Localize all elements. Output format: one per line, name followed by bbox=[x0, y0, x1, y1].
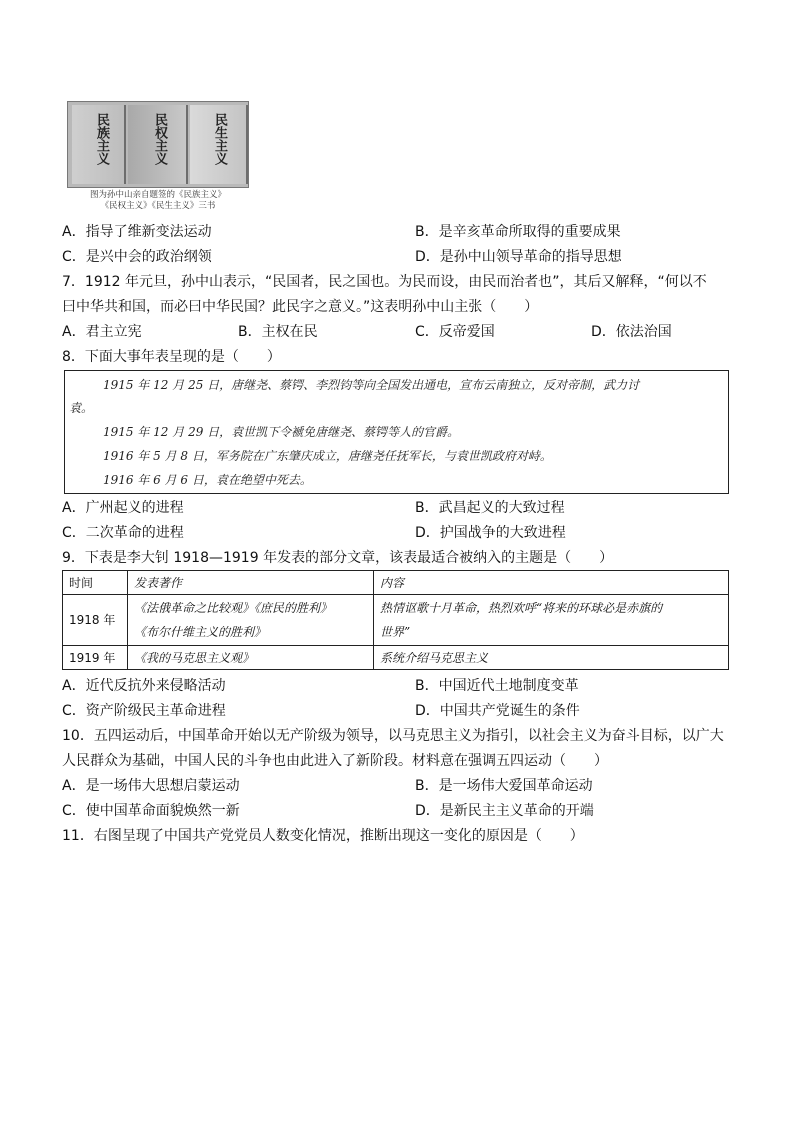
table-header-works: 发表著作 bbox=[128, 571, 374, 595]
table-cell-year: 1918 年 bbox=[63, 595, 128, 646]
photo-caption-line-1: 图为孙中山亲自题签的《民族主义》 bbox=[89, 190, 226, 200]
table-cell-works-line-2: 《布尔什维主义的胜利》 bbox=[134, 625, 267, 639]
q10-option-c: C．使中国革命面貌焕然一新 bbox=[62, 803, 240, 819]
book-photo-image bbox=[67, 101, 249, 188]
q6-option-c: C．是兴中会的政治纲领 bbox=[62, 249, 212, 265]
chronology-entry-4: 1916 年 6 月 6 日，袁在绝望中死去。 bbox=[103, 473, 312, 487]
q6-option-b: B．是辛亥革命所取得的重要成果 bbox=[415, 224, 621, 240]
q7-option-c: C．反帝爱国 bbox=[415, 324, 495, 340]
q10-option-a: A．是一场伟大思想启蒙运动 bbox=[62, 778, 240, 794]
q9-option-c: C．资产阶级民主革命进程 bbox=[62, 703, 226, 719]
q10-stem-line-2: 人民群众为基础，中国人民的斗争也由此进入了新阶段。材料意在强调五四运动（ ） bbox=[62, 753, 608, 769]
q6-option-a: A．指导了维新变法运动 bbox=[62, 224, 212, 240]
q11-stem: 11．右图呈现了中国共产党党员人数变化情况，推断出现这一变化的原因是（ ） bbox=[62, 828, 584, 844]
q7-stem-line-2: 曰中华共和国，而必曰中华民国？此民字之意义。”这表明孙中山主张（ ） bbox=[62, 299, 539, 315]
table-cell-content bbox=[374, 595, 729, 646]
q8-option-a: A．广州起义的进程 bbox=[62, 500, 184, 516]
li-dazhao-articles-table bbox=[62, 570, 729, 670]
q9-option-a: A．近代反抗外来侵略活动 bbox=[62, 678, 226, 694]
table-cell-content: 系统介绍马克思主义 bbox=[374, 646, 729, 670]
book-title-1: 民族主义 bbox=[94, 113, 109, 165]
q10-option-b: B．是一场伟大爱国革命运动 bbox=[415, 778, 593, 794]
q7-stem-line-1: 7．1912 年元旦，孙中山表示，“民国者，民之国也。为民而设，由民而治者也”，其后又解释，“何以不 bbox=[62, 274, 707, 290]
q8-option-b: B．武昌起义的大致过程 bbox=[415, 500, 565, 516]
chronology-box bbox=[64, 370, 729, 494]
q8-stem: 8．下面大事年表呈现的是（ ） bbox=[62, 349, 281, 365]
q8-option-c: C．二次革命的进程 bbox=[62, 525, 184, 541]
table-header-row bbox=[63, 571, 729, 595]
photo-caption-line-2: 《民权主义》《民生主义》三书 bbox=[100, 201, 216, 211]
chronology-entry-3: 1916 年 5 月 8 日，军务院在广东肇庆成立，唐继尧任抚军长，与袁世凯政府对峙。 bbox=[103, 449, 552, 463]
q7-option-d: D．依法治国 bbox=[591, 324, 672, 340]
q10-option-d: D．是新民主主义革命的开端 bbox=[415, 803, 594, 819]
table-cell-content-line-1: 热情讴歌十月革命，热烈欢呼“将来的环球必是赤旗的 bbox=[380, 601, 663, 615]
q7-option-a: A．君主立宪 bbox=[62, 324, 142, 340]
q9-stem: 9．下表是李大钊 1918—1919 年发表的部分文章，该表最适合被纳入的主题是（ ） bbox=[62, 550, 614, 566]
photo-caption bbox=[67, 190, 249, 212]
q8-option-d: D．护国战争的大致进程 bbox=[415, 525, 566, 541]
table-header-content: 内容 bbox=[374, 571, 729, 595]
book-title-2: 民权主义 bbox=[152, 113, 167, 165]
table-header-time: 时间 bbox=[63, 571, 128, 595]
book-cover-3 bbox=[190, 105, 248, 184]
q9-option-b: B．中国近代土地制度变革 bbox=[415, 678, 579, 694]
book-title-3: 民生主义 bbox=[212, 113, 227, 165]
table-cell-works: 《我的马克思主义观》 bbox=[128, 646, 374, 670]
chronology-entry-2: 1915 年 12 月 29 日，袁世凯下令褫免唐继尧、蔡锷等人的官爵。 bbox=[103, 425, 460, 439]
book-cover-2 bbox=[128, 105, 188, 184]
table-row bbox=[63, 646, 729, 670]
table-row bbox=[63, 595, 729, 646]
q6-option-d: D．是孙中山领导革命的指导思想 bbox=[415, 249, 622, 265]
q7-option-b: B．主权在民 bbox=[238, 324, 318, 340]
table-cell-works-line-1: 《法俄革命之比较观》《庶民的胜利》 bbox=[134, 601, 333, 615]
book-photo bbox=[67, 101, 249, 213]
chronology-entry-1-cont: 袁。 bbox=[69, 401, 94, 415]
book-cover-1 bbox=[72, 105, 126, 184]
q9-option-d: D．中国共产党诞生的条件 bbox=[415, 703, 580, 719]
table-cell-content-line-2: 世界” bbox=[380, 625, 411, 639]
chronology-entry-1: 1915 年 12 月 25 日，唐继尧、蔡锷、李烈钧等向全国发出通电，宣布云南独立，反对帝制，武力讨 bbox=[103, 378, 640, 392]
table-cell-year: 1919 年 bbox=[63, 646, 128, 670]
q10-stem-line-1: 10．五四运动后，中国革命开始以无产阶级为领导，以马克思主义为指引，以社会主义为奋斗目标，以广大 bbox=[62, 728, 724, 744]
table-cell-works bbox=[128, 595, 374, 646]
